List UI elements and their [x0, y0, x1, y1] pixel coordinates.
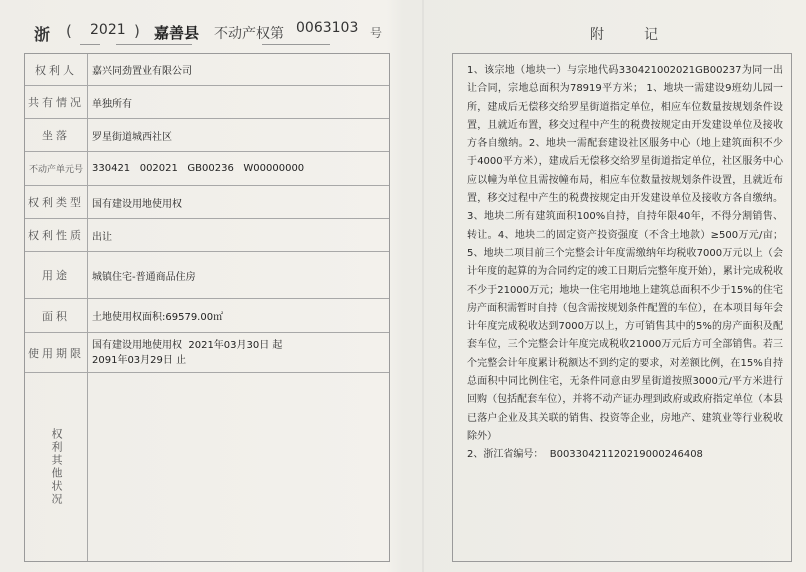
label-area: 面积 [25, 299, 88, 332]
rights-table [24, 53, 390, 562]
remark-item-1: 1、该宗地（地块一）与宗地代码330421002021GB00237为同一出让合同，宗地总面积为78919平方米； 1、地块一需建设9班幼儿园一所，建成后无偿移交给罗星街道指定单位，相应车位数量按规划条件设置，且就近布置，移交过程中产生的税费按规定由开发建设单位及接收方各自缴纳。2、地块一需配套建设社区服务中心（地上建筑面积不少于4000平方米），建成后无偿移交给罗星街道指定单位，社区服务中心应以幢为单位且需按幢布局，相应车位数量按规划条件设置，且就近布置，移交过程中产生的税费按规定由开发建设单位及接收方各自缴纳。3、地块二所有建筑面积100%自持，自持年限40年，不得分割销售、转让。4、地块二的固定资产投资强度（不含土地款）≥500万元/亩；5、地块二项目前三个完整会计年度需缴纳年均税收7000万元以上（会计年度的起算的为合同约定的竣工日期后完整年度开始），累计完成税收不少于21000万元；地块一住宅用地地上建筑总面积不少于15%的住宅房产面积需暂时自持（包含需按规划条件配置的车位），在本项目每年会计年度完成税收达到7000万以上，方可销售其中的5%的房产面积及配套车位，三个完整会计年度完成税收21000万元后方可全部销售。若三个完整会计年度累计税额达不到约定的要求，对差额比例，在15%自持总面积中同比例住宅，无条件同意由罗星街道按照3000元/平方米进行回购（包括配套车位），并将不动产证办理到政府或政府指定单位（本县已落户企业及其关联的销售、投资等企业，房地产、建筑业等行业税收除外） [467, 65, 783, 442]
cert-number: 0063103 [296, 20, 359, 36]
row-right-holder [25, 54, 389, 86]
value-right-holder: 嘉兴同劲置业有限公司 [92, 66, 192, 77]
value-term [92, 333, 385, 372]
county-underline [116, 44, 192, 45]
row-other-status [25, 373, 389, 561]
label-usage: 用途 [25, 252, 88, 298]
value-unit-number: 330421 002021 GB00236 W00000000 [92, 163, 305, 174]
row-area [25, 299, 389, 333]
label-right-nature: 权利性质 [25, 219, 88, 251]
label-unit-number: 不动产单元号 [25, 152, 88, 185]
row-usage [25, 252, 389, 299]
remarks-box [452, 53, 792, 562]
remark-item-2: 2、浙江省编号： B00330421120219000246408 [467, 449, 703, 461]
term-line-1: 国有建设用地使用权 2021年03月30日 起 [92, 339, 283, 351]
right-type-label: 不动产权第 [214, 26, 284, 42]
value-usage: 城镇住宅-普通商品住房 [92, 271, 196, 283]
label-term: 使用期限 [25, 333, 88, 372]
page-fold [422, 0, 424, 572]
province-abbr: 浙 [34, 25, 51, 44]
number-suffix: 号 [370, 26, 383, 40]
paren-open: ( [66, 22, 72, 40]
cert-year: 2021 [90, 22, 126, 38]
label-other-status: 权利其他状况 [50, 428, 63, 506]
term-line-2: 2091年03月29日 止 [92, 354, 187, 366]
value-location: 罗星街道城西社区 [92, 131, 172, 143]
row-term [25, 333, 389, 373]
label-right-holder: 权利人 [25, 54, 88, 85]
value-right-nature: 出让 [92, 231, 112, 243]
label-co-ownership: 共有情况 [25, 86, 88, 118]
year-underline [80, 44, 100, 45]
row-right-nature [25, 219, 389, 252]
value-area: 土地使用权面积:69579.00㎡ [92, 312, 224, 323]
label-right-type: 权利类型 [25, 186, 88, 218]
paren-close: ) [134, 22, 140, 40]
row-location [25, 119, 389, 152]
value-right-type: 国有建设用地使用权 [92, 198, 182, 210]
row-right-type [25, 186, 389, 219]
row-unit-number [25, 152, 389, 186]
value-co-ownership: 单独所有 [92, 98, 132, 110]
number-underline [262, 44, 330, 45]
remarks-title: 附记 [590, 27, 698, 43]
county-name: 嘉善县 [154, 24, 200, 42]
row-co-ownership [25, 86, 389, 119]
remarks-text [467, 62, 783, 465]
label-location: 坐落 [25, 119, 88, 151]
label-other-status-cell [25, 373, 88, 561]
